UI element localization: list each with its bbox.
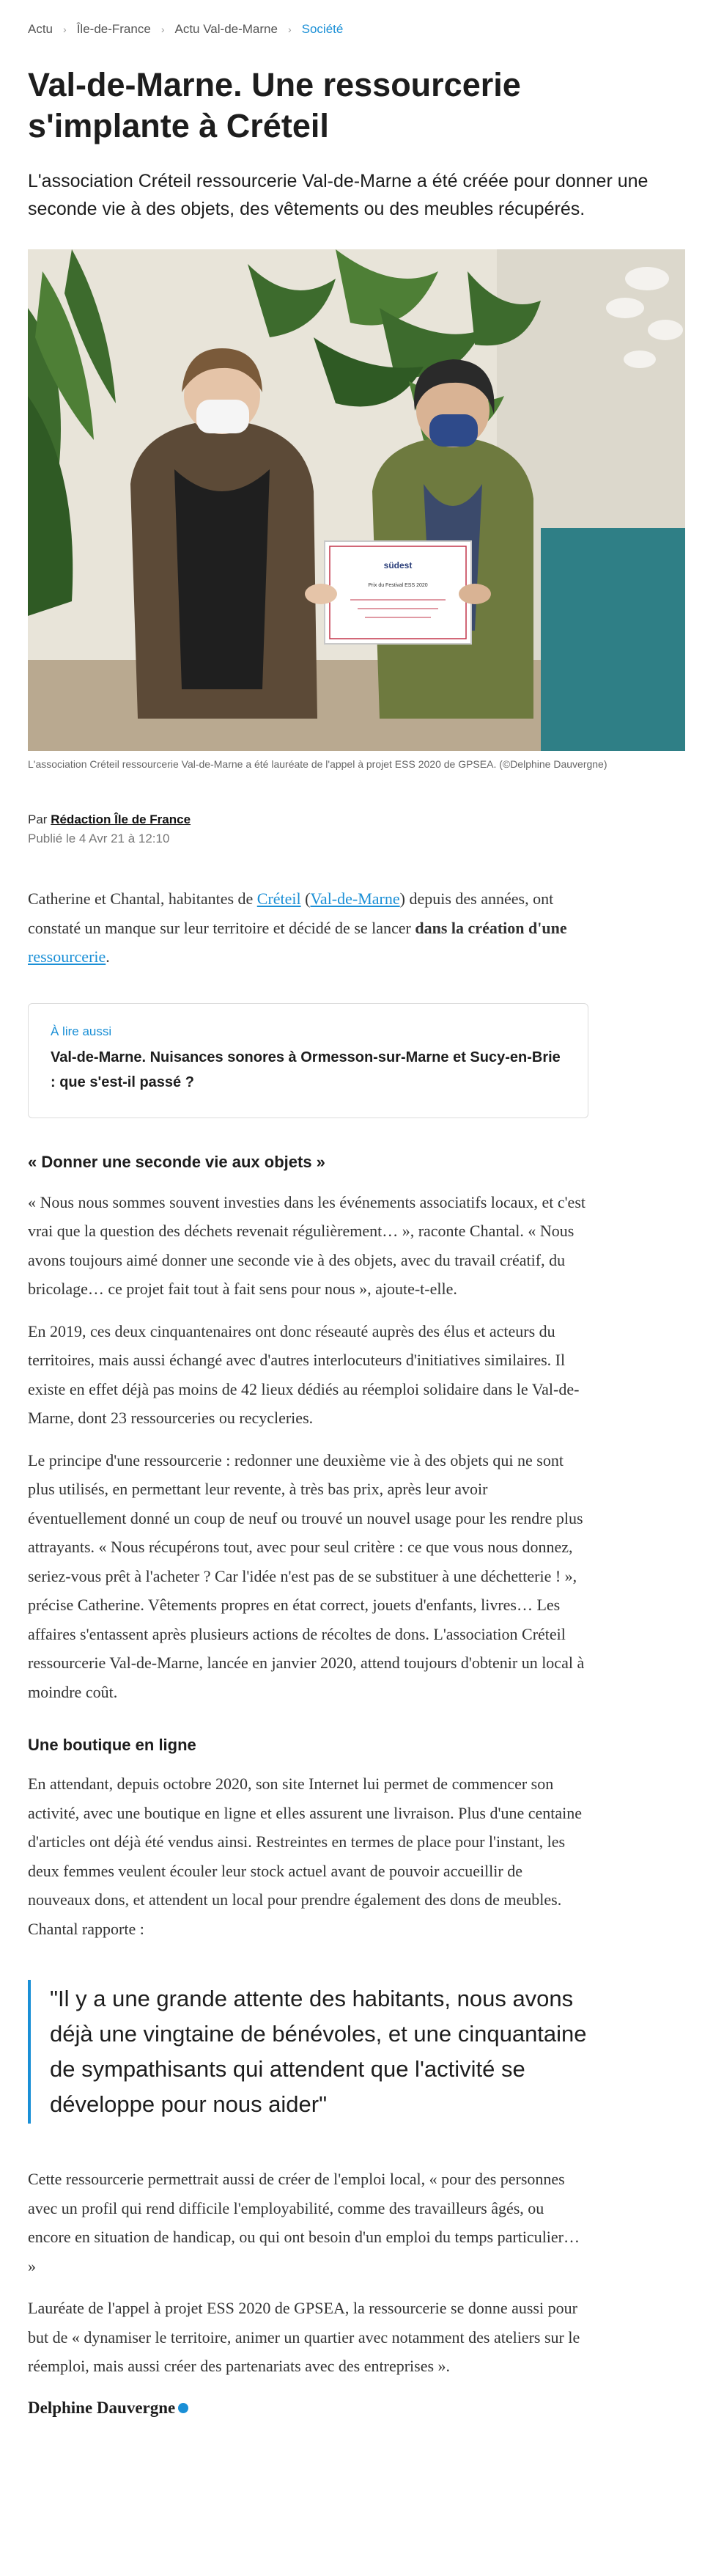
read-also-card[interactable] [28, 1003, 588, 1118]
chevron-right-icon: › [287, 23, 292, 35]
breadcrumb-item-societe[interactable]: Société [301, 22, 344, 36]
chevron-right-icon: › [160, 23, 165, 35]
svg-text:südest: südest [383, 560, 413, 570]
section-heading: « Donner une seconde vie aux objets » [28, 1152, 325, 1171]
sign-text: Prix du Festival ESS 2020 [368, 583, 428, 588]
verified-dot-icon [178, 2403, 188, 2413]
publish-date: Publié le 4 Avr 21 à 12:10 [28, 832, 170, 845]
author-link[interactable]: Rédaction Île de France [51, 812, 191, 826]
paragraph: Cette ressourcerie permettrait aussi de créer de l'emploi local, « pour des personnes avec un profil qui rend difficile l'employabilité, comme des travailleurs âgés, ou encore en situation de handicap, ou qui ont besoin d'un emploi du temps particulier… » [28, 2170, 580, 2275]
read-also-kicker: À lire aussi [51, 1024, 112, 1038]
byline [28, 812, 685, 827]
paragraph: « Nous nous sommes souvent investies dans les événements associatifs locaux, et c'est vrai que la question des déchets revenait régulièrement… », raconte Chantal. « Nous avons toujours aimé donner une seconde vie à des objets, avec du travail créatif, du bricolage… ce projet fait tout à fait sens pour nous », ajoute-t-elle. [28, 1192, 585, 1298]
photo-caption: L'association Créteil ressourcerie Val-de-Marne a été lauréate de l'appel à projet ESS 2020 de GPSEA. (©Delphine Dauvergne) [28, 758, 607, 770]
paragraph: En attendant, depuis octobre 2020, son site Internet lui permet de commencer son activité, avec une boutique en ligne et elles assurent une livraison. Plus d'une centaine d'articles ont déjà été vendus ainsi. Restreintes en termes de place pour l'instant, les deux femmes veulent écouler leur stock actuel avant de pouvoir accueillir de nouveaux dons, et attendent un local pour prendre également des dons de meubles. Chantal rapporte : [28, 1775, 583, 1938]
section-heading: Une boutique en ligne [28, 1736, 196, 1754]
paragraph: En 2019, ces deux cinquantenaires ont donc réseauté auprès des élus et acteurs du territoires, mais aussi échangé avec d'autres interlocuteurs d'initiatives similaires. Il existe en effet déjà pas moins de 42 lieux dédiés au réemploi solidaire dans le Val-de-Marne, dont 23 ressourceries ou recycleries. [28, 1321, 580, 1427]
photo-illustration [28, 249, 685, 751]
chevron-right-icon: › [63, 23, 67, 35]
breadcrumb [28, 0, 685, 37]
breadcrumb-item-actu[interactable]: Actu [28, 22, 53, 36]
breadcrumb-item-val-de-marne[interactable]: Actu Val-de-Marne [174, 22, 278, 36]
paragraph: Lauréate de l'appel à projet ESS 2020 de GPSEA, la ressourcerie se donne aussi pour but de « dynamiser le territoire, animer un quartier avec notamment des ateliers sur le réemploi, mais aussi créer des partenariats avec des entreprises ». [28, 2299, 580, 2375]
paragraph: Le principe d'une ressourcerie : redonner une deuxième vie à des objets qui ne sont plus utilisés, en permettant leur revente, à très bas prix, après leur avoir éventuellement donné un coup de neuf ou trouvé un nouvel usage pour les rendre plus attrayants. « Nous récupérons tout, avec pour seul critère : ce que vous nous donnez, seriez-vous prêt à l'acheter ? Car l'idée n'est pas de se substituer à une déchetterie ! », précise Catherine. Vêtements propres en état correct, jouets d'enfants, livres… Les affaires s'entassent après plusieurs actions de récoltes de dons. L'association Créteil ressourcerie Val-de-Marne, lancée en janvier 2020, attend toujours d'obtenir un local à moindre coût. [28, 1450, 585, 1701]
link-val-de-marne[interactable]: Val-de-Marne [310, 889, 400, 908]
breadcrumb-item-ile-de-france[interactable]: Île-de-France [76, 22, 151, 36]
article-photo[interactable] [28, 249, 685, 751]
byline-prefix: Par [28, 812, 48, 826]
author-name: Delphine Dauvergne [28, 2398, 176, 2417]
link-ressourcerie[interactable]: ressourcerie [28, 947, 106, 966]
read-also-title[interactable]: Val-de-Marne. Nuisances sonores à Ormesson-sur-Marne et Sucy-en-Brie : que s'est-il passé ? [51, 1049, 561, 1090]
pull-quote: "Il y a une grande attente des habitants, nous avons déjà une vingtaine de bénévoles, et une cinquantaine de sympathisants qui attendent que l'activité se développe pour nous aider" [28, 1980, 588, 2124]
article-chapo: L'association Créteil ressourcerie Val-de-Marne a été créée pour donner une seconde vie à des objets, des vêtements ou des meubles récupérés. [28, 171, 649, 219]
page-title: Val-de-Marne. Une ressourcerie s'implante à Créteil [28, 66, 521, 144]
intro-paragraph: Catherine et Chantal, habitantes de Créteil (Val-de-Marne) depuis des années, ont constaté un manque sur leur territoire et décidé de se lancer dans la création d'une ressourcerie. [28, 889, 567, 966]
link-creteil[interactable]: Créteil [256, 889, 301, 908]
article-body [28, 884, 588, 2418]
article-author[interactable] [28, 2399, 588, 2418]
